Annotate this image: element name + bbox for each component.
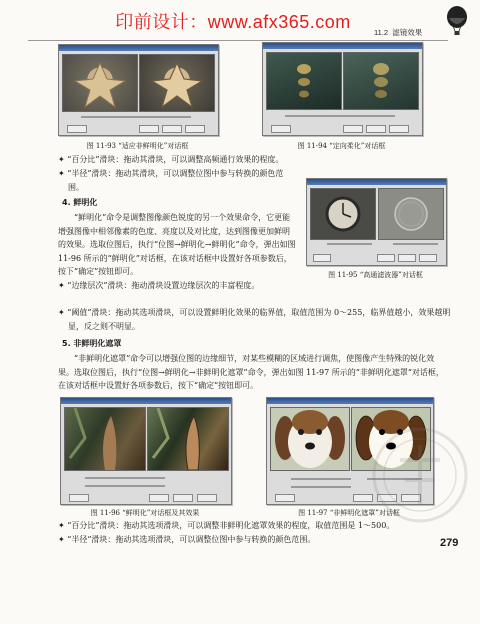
dialog-ok-button[interactable]: [139, 125, 159, 133]
dialog-preview-original: [64, 407, 146, 471]
header-rule: [28, 40, 448, 41]
dialog-cancel-button[interactable]: [173, 494, 193, 502]
dialog-ok-button[interactable]: [377, 254, 395, 262]
paragraph-sharpen: “鲜明化”命令是调整图像颜色锐度的另一个效果命令，它更能增强图像中相邻像素的色度、亮度以及对比度，达到图像更加鲜明的效果。选取位图后，执行“位图→鲜明化→鲜明化”命令，弹出如图 11-96 所示的“鲜明化”对话框，在该对话框中设置好各项参数后，按下“确定”按钮即可。: [58, 213, 296, 276]
watermark-text: 印前设计：www.afx365.com: [115, 12, 351, 32]
dialog-preview-result: [343, 52, 419, 110]
dialog-preview-original: [62, 54, 138, 112]
bullet-text: “百分比”滑块：拖动其滑块，可以调整高频通行效果的程度。: [67, 155, 284, 164]
bullet-text: “半径”滑块：拖动其选项滑块，可以调整位图中参与转换的颜色范围。: [67, 535, 316, 544]
dialog-titlebar: [263, 43, 422, 49]
chapter-title: 滤镜效果: [392, 28, 423, 37]
dialog-slider-threshold[interactable]: [291, 486, 351, 488]
dialog-slider-radius[interactable]: [393, 243, 438, 245]
dialog-titlebar: [61, 398, 231, 404]
dialog-preview-original: [270, 407, 350, 471]
dialog-fig-96: [60, 397, 232, 505]
dialog-slider[interactable]: [81, 116, 191, 118]
dialog-preview-button[interactable]: [275, 494, 295, 502]
dialog-cancel-button[interactable]: [398, 254, 416, 262]
figure-caption-95: 图 11-95 “高通滤波器”对话框: [328, 271, 423, 279]
dialog-preview-button[interactable]: [67, 125, 87, 133]
dialog-titlebar: [59, 45, 218, 51]
dialog-preview-button[interactable]: [313, 254, 331, 262]
figure-caption-97: 图 11-97 “非鲜明化遮罩”对话框: [298, 509, 400, 517]
dialog-titlebar: [307, 179, 446, 185]
dialog-ok-button[interactable]: [343, 125, 363, 133]
bullet-text: “百分比”滑块：拖动其选项滑块，可以调整非鲜明化遮罩效果的程度，取值范围是 1～500。: [67, 521, 395, 530]
bullet-text: “边缘层次”滑块：拖动滑块设置边缘层次的丰富程度。: [67, 281, 260, 290]
dialog-preview-original: [266, 52, 342, 110]
dialog-preview-original: [310, 188, 376, 240]
section-heading-sharpen: 4. 鲜明化: [62, 198, 98, 207]
bullet-text: “阈值”滑块：拖动其选项滑块，可以设置鲜明化效果的临界值，取值范围为 0～255，临界值越小，效果越明显，反之则不明显。: [67, 308, 451, 331]
bullet-edge-level: ✦ “边缘层次”滑块：拖动滑块设置边缘层次的丰富程度。: [58, 281, 260, 290]
dialog-preview-button[interactable]: [69, 494, 89, 502]
running-header: [374, 27, 422, 38]
dialog-slider[interactable]: [285, 115, 395, 117]
bullet-text: “半径”滑块：拖动其滑块，可以调整位图中参与转换的颜色范围。: [67, 169, 284, 192]
figure-caption-93: 图 11-93 “适应非鲜明化”对话框: [86, 142, 189, 150]
dialog-preview-result: [147, 407, 229, 471]
dialog-help-button[interactable]: [419, 254, 437, 262]
dialog-titlebar: [267, 398, 433, 404]
chapter-number: 11.2: [374, 28, 389, 37]
bullet-threshold: ✦ “阈值”滑块：拖动其选项滑块，可以设置鲜明化效果的临界值，取值范围为 0～255，临界值越小，效果越明显，反之则不明显。: [58, 308, 451, 331]
bullet-percent: ✦ “百分比”滑块：拖动其滑块，可以调整高频通行效果的程度。: [58, 155, 284, 164]
dialog-slider-percent[interactable]: [327, 243, 372, 245]
dialog-slider-threshold[interactable]: [85, 485, 165, 487]
pdg-stamp-watermark: [370, 420, 470, 530]
bullet-unsharp-radius: ✦ “半径”滑块：拖动其选项滑块，可以调整位图中参与转换的颜色范围。: [58, 535, 316, 544]
dialog-slider-edge-level[interactable]: [85, 477, 165, 479]
section-heading-unsharp-mask: 5. 非鲜明化遮罩: [62, 339, 122, 348]
bullet-unsharp-percent: ✦ “百分比”滑块：拖动其选项滑块，可以调整非鲜明化遮罩效果的程度，取值范围是 1～500。: [58, 521, 395, 530]
dialog-fig-95: [306, 178, 447, 266]
figure-caption-96: 图 11-96 “鲜明化”对话框及其效果: [90, 509, 200, 517]
dialog-ok-button[interactable]: [149, 494, 169, 502]
balloon-icon: [446, 6, 468, 36]
dialog-help-button[interactable]: [185, 125, 205, 133]
dialog-cancel-button[interactable]: [366, 125, 386, 133]
dialog-preview-result: [378, 188, 444, 240]
paragraph-unsharp-mask: “非鲜明化遮罩”命令可以增强位图的边缘细节，对某些模糊的区域进行调焦，使图像产生特殊的锐化效果。选取位图后，执行“位图→鲜明化→非鲜明化遮罩”命令，弹出如图 11-97 所示的“非鲜明化遮罩”对话框，在该对话框中设置好各项参数后，按下“确定”按钮即可。: [58, 354, 444, 390]
dialog-help-button[interactable]: [197, 494, 217, 502]
dialog-cancel-button[interactable]: [162, 125, 182, 133]
dialog-fig-93: [58, 44, 219, 136]
dialog-help-button[interactable]: [389, 125, 409, 133]
bullet-radius: ✦ “半径”滑块：拖动其滑块，可以调整位图中参与转换的颜色范围。: [58, 169, 284, 192]
figure-caption-94: 图 11-94 “定向柔化”对话框: [297, 142, 386, 150]
page-number: 279: [440, 537, 459, 549]
dialog-preview-button[interactable]: [271, 125, 291, 133]
dialog-slider-percent[interactable]: [291, 478, 351, 480]
dialog-fig-94: [262, 42, 423, 136]
dialog-preview-result: [139, 54, 215, 112]
